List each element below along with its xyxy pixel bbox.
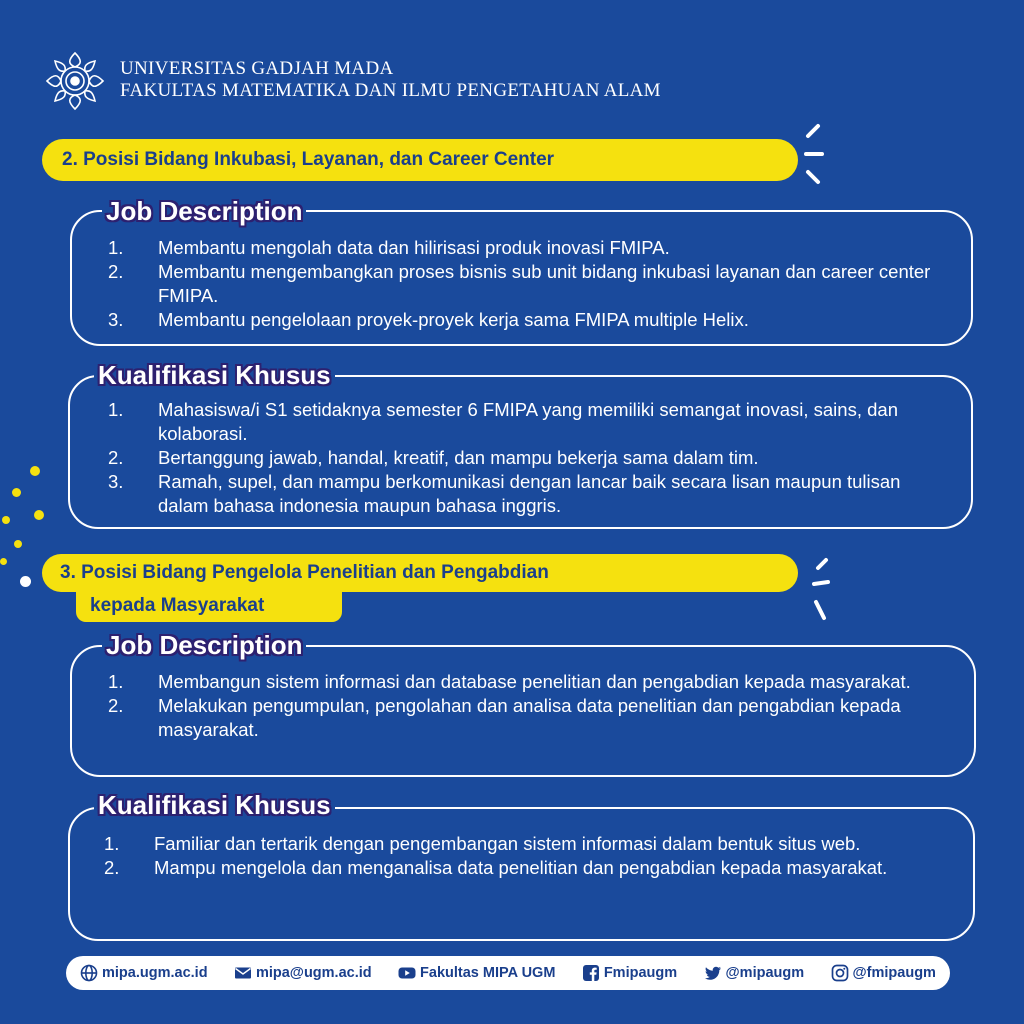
section-3-title-continued: kepada Masyarakat bbox=[76, 590, 342, 622]
accent-mark-icon bbox=[800, 552, 834, 626]
job-description-heading: Job Description bbox=[102, 630, 306, 660]
qualification-heading: Kualifikasi Khusus bbox=[94, 360, 335, 390]
twitter-icon bbox=[704, 964, 722, 982]
decorative-dot bbox=[12, 488, 21, 497]
list-item: 2. Mampu mengelola dan menganalisa data penelitian dan pengabdian kepada masyarakat. bbox=[104, 857, 888, 878]
decorative-dot bbox=[30, 466, 40, 476]
job-description-list bbox=[108, 670, 948, 742]
instagram-link[interactable]: @fmipaugm bbox=[831, 964, 936, 982]
list-item: 3. Ramah, supel, dan mampu berkomunikasi dengan lancar baik secara lisan maupun tulisan dalam bahasa indonesia maupun bahasa inggris. bbox=[108, 471, 901, 516]
email-link[interactable]: mipa@ugm.ac.id bbox=[234, 964, 372, 982]
list-item: 1. Familiar dan tertarik dengan pengembangan sistem informasi dalam bentuk situs web. bbox=[104, 833, 861, 854]
faculty-name: FAKULTAS MATEMATIKA DAN ILMU PENGETAHUAN ALAM bbox=[120, 80, 661, 101]
list-item: 3. Membantu pengelolaan proyek-proyek kerja sama FMIPA multiple Helix. bbox=[108, 309, 749, 330]
envelope-icon bbox=[234, 964, 252, 982]
section-2-title: 2. Posisi Bidang Inkubasi, Layanan, dan Career Center bbox=[42, 139, 798, 181]
section-3-title: 3. Posisi Bidang Pengelola Penelitian dan Pengabdian bbox=[42, 554, 798, 592]
job-description-list bbox=[108, 236, 948, 332]
university-name: UNIVERSITAS GADJAH MADA bbox=[120, 58, 394, 79]
accent-mark-icon bbox=[796, 120, 830, 190]
decorative-dot bbox=[34, 510, 44, 520]
decorative-dot bbox=[14, 540, 22, 548]
decorative-dot bbox=[2, 516, 10, 524]
job-description-heading: Job Description bbox=[102, 196, 306, 226]
facebook-link[interactable]: Fmipaugm bbox=[582, 964, 677, 982]
facebook-icon bbox=[582, 964, 600, 982]
globe-icon bbox=[80, 964, 98, 982]
qualification-list bbox=[108, 398, 948, 518]
list-item: 1. Membantu mengolah data dan hilirisasi produk inovasi FMIPA. bbox=[108, 237, 670, 258]
list-item: 1. Membangun sistem informasi dan database penelitian dan pengabdian kepada masyarakat. bbox=[108, 671, 911, 692]
ugm-seal-icon bbox=[44, 50, 106, 112]
instagram-icon bbox=[831, 964, 849, 982]
list-item: 1. Mahasiswa/i S1 setidaknya semester 6 FMIPA yang memiliki semangat inovasi, sains, dan kolaborasi. bbox=[108, 399, 898, 444]
qualification-list bbox=[104, 832, 944, 880]
list-item: 2. Membantu mengembangkan proses bisnis sub unit bidang inkubasi layanan dan career center FMIPA. bbox=[108, 261, 931, 306]
decorative-dot bbox=[0, 558, 7, 565]
decorative-dot bbox=[20, 576, 31, 587]
twitter-link[interactable]: @mipaugm bbox=[704, 964, 805, 982]
qualification-heading: Kualifikasi Khusus bbox=[94, 790, 335, 820]
list-item: 2. Bertanggung jawab, handal, kreatif, dan mampu bekerja sama dalam tim. bbox=[108, 447, 759, 468]
youtube-link[interactable]: Fakultas MIPA UGM bbox=[398, 964, 555, 982]
youtube-icon bbox=[398, 964, 416, 982]
contact-footer bbox=[66, 956, 950, 990]
list-item: 2. Melakukan pengumpulan, pengolahan dan analisa data penelitian dan pengabdian kepada masyarakat. bbox=[108, 695, 901, 740]
website-link[interactable]: mipa.ugm.ac.id bbox=[80, 964, 208, 982]
